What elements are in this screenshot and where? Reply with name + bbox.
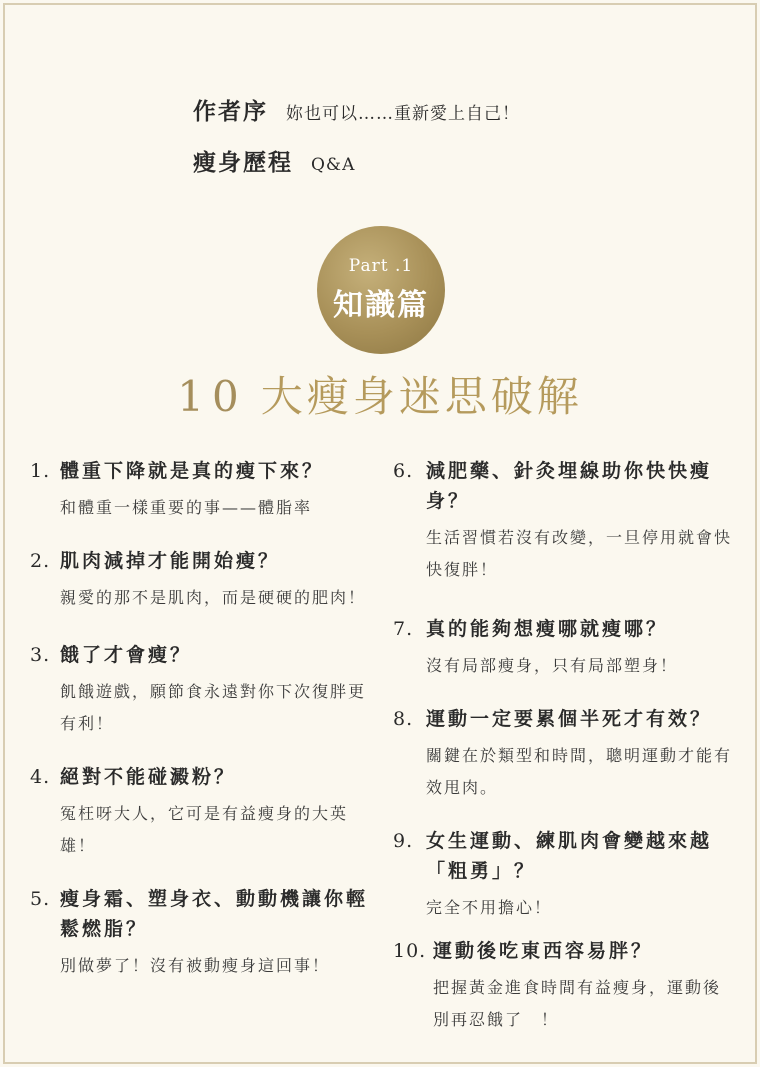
answer-text: 飢餓遊戲，願節食永遠對你下次復胖更有利！ — [60, 682, 367, 733]
question-text: 瘦身霜、塑身衣、動動機讓你輕鬆燃脂？ — [60, 888, 369, 940]
list-item — [393, 936, 738, 1036]
question — [30, 546, 380, 576]
question-text: 運動後吃東西容易胖？ — [433, 940, 654, 962]
answer-text: 冤枉呀大人，它可是有益瘦身的大英雄！ — [60, 804, 349, 855]
item-number: 6. — [393, 460, 414, 482]
answer-text: 關鍵在於類型和時間，聰明運動才能有效甩肉。 — [426, 746, 733, 797]
preface-subtitle: 妳也可以……重新愛上自己！ — [286, 104, 520, 124]
main-title-number: 10 — [177, 372, 247, 421]
list-item — [30, 546, 380, 614]
list-item — [30, 762, 380, 862]
question-text: 餓了才會瘦？ — [60, 644, 193, 666]
item-number: 5. — [30, 888, 51, 910]
main-title — [0, 364, 760, 424]
question-text: 女生運動、練肌肉會變越來越「粗勇」？ — [426, 830, 713, 882]
question-text: 減肥藥、針灸埋線助你快快瘦身？ — [426, 460, 713, 512]
answer-text: 完全不用擔心！ — [426, 898, 553, 917]
item-number: 7. — [393, 618, 414, 640]
item-number: 8. — [393, 708, 414, 730]
item-number: 4. — [30, 766, 51, 788]
main-title-text: 大瘦身迷思破解 — [260, 372, 583, 421]
answer-text: 親愛的那不是肌肉，而是硬硬的肥肉！ — [60, 588, 367, 607]
question — [30, 762, 380, 792]
question — [393, 936, 738, 966]
badge-part-label: Part .1 — [348, 256, 414, 276]
question-text: 運動一定要累個半死才有效？ — [426, 708, 713, 730]
part-badge — [317, 226, 445, 354]
history-heading: 瘦身歷程 — [193, 149, 293, 176]
answer-text: 生活習慣若沒有改變，一旦停用就會快快復胖！ — [426, 528, 733, 579]
question — [393, 456, 738, 516]
preface-row — [193, 93, 520, 126]
history-subtitle: Q&A — [311, 155, 356, 175]
question — [393, 704, 738, 734]
list-item — [30, 884, 380, 982]
question-text: 絕對不能碰澱粉？ — [60, 766, 237, 788]
question-text: 肌肉減掉才能開始瘦？ — [60, 550, 281, 572]
list-item — [393, 704, 738, 804]
list-item — [30, 456, 380, 524]
item-number: 10. — [393, 940, 427, 962]
history-row — [193, 144, 355, 177]
list-item — [30, 640, 380, 740]
question-text: 真的能夠想瘦哪就瘦哪？ — [426, 618, 669, 640]
item-number: 2. — [30, 550, 51, 572]
question — [30, 640, 380, 670]
item-number: 9. — [393, 830, 414, 852]
question — [30, 884, 380, 944]
list-item — [393, 456, 738, 586]
item-number: 1. — [30, 460, 51, 482]
question-text: 體重下降就是真的瘦下來？ — [60, 460, 325, 482]
question — [393, 614, 738, 644]
question — [30, 456, 380, 486]
badge-section-name: 知識篇 — [333, 288, 429, 323]
answer-text: 和體重一樣重要的事——體脂率 — [60, 498, 313, 517]
list-item — [393, 614, 738, 682]
answer-text: 沒有局部瘦身，只有局部塑身！ — [426, 656, 679, 675]
list-item — [393, 826, 738, 924]
question — [393, 826, 738, 886]
item-number: 3. — [30, 644, 51, 666]
preface-heading: 作者序 — [193, 98, 268, 125]
answer-text: 別做夢了！沒有被動瘦身這回事！ — [60, 956, 331, 975]
answer-text: 把握黃金進食時間有益瘦身，運動後別再忍餓了 ！ — [433, 978, 722, 1029]
